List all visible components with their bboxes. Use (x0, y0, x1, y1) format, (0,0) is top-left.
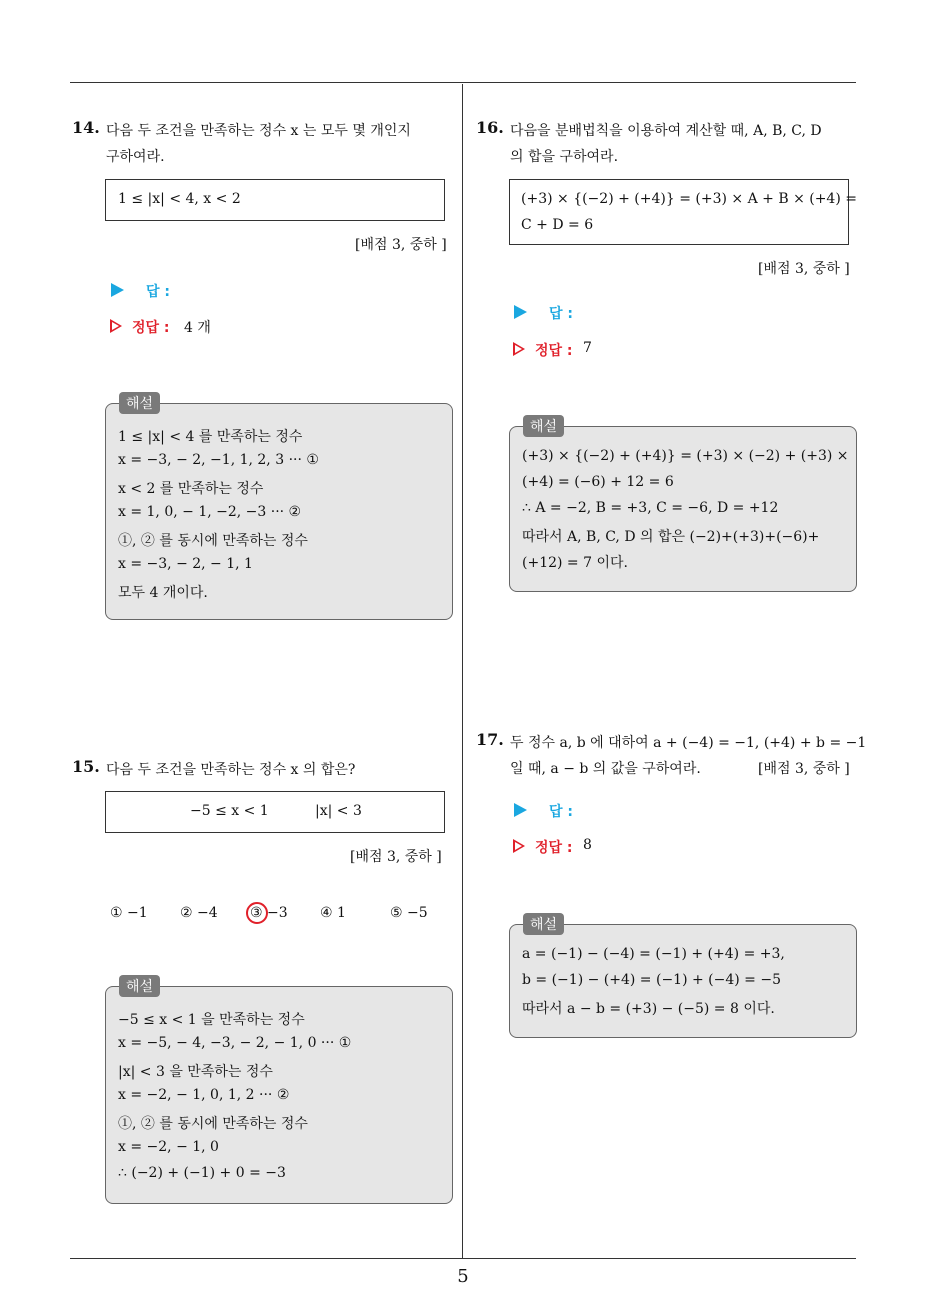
condition-box (509, 179, 849, 245)
question-stem: 다음을 분배법칙을 이용하여 계산할 때, A, B, C, D (510, 123, 822, 139)
condition-text: C + D = 6 (521, 217, 594, 233)
question-number: 15. (72, 757, 100, 776)
correct-label: 정답 : (535, 343, 573, 359)
answer-arrow-icon (514, 305, 527, 319)
explanation-tab: 해설 (523, 913, 564, 935)
score-label: [배점 3, 중하 ] (758, 261, 850, 277)
question-stem: 의 합을 구하여라. (510, 149, 619, 165)
column-divider (462, 84, 463, 1258)
question-number: 16. (476, 118, 504, 137)
condition-text: 1 ≤ |x| < 4, x < 2 (118, 191, 241, 207)
score-label: [배점 3, 중하 ] (350, 849, 442, 865)
question-stem: 일 때, a − b 의 값을 구하여라. (510, 761, 701, 777)
explanation-line: b = (−1) − (+4) = (−1) + (−4) = −5 (522, 972, 781, 988)
explanation-line: −5 ≤ x < 1 을 만족하는 정수 (118, 1012, 305, 1028)
correct-answer: 4 개 (184, 320, 211, 336)
explanation-line: ①, ② 를 동시에 만족하는 정수 (118, 1116, 308, 1132)
explanation-line: x < 2 를 만족하는 정수 (118, 481, 264, 497)
correct-label: 정답 : (132, 320, 170, 336)
explanation-tab: 해설 (523, 415, 564, 437)
correct-label: 정답 : (535, 840, 573, 856)
explanation-line: x = −5, − 4, −3, − 2, − 1, 0 ··· ① (118, 1035, 352, 1051)
explanation-line: ∴ A = −2, B = +3, C = −6, D = +12 (522, 500, 779, 516)
choice-5[interactable]: ⑤ −5 (390, 905, 428, 921)
question-number: 14. (72, 118, 100, 137)
correct-answer: 7 (583, 340, 592, 356)
answer-label: 답 : (146, 284, 170, 300)
question-stem: 두 정수 a, b 에 대하여 a + (−4) = −1, (+4) + b = −1 (510, 735, 867, 751)
answer-label: 답 : (549, 306, 573, 322)
choice-1[interactable]: ① −1 (110, 905, 148, 921)
explanation-line: 따라서 A, B, C, D 의 합은 (−2)+(+3)+(−6)+ (522, 529, 820, 545)
explanation-line: x = 1, 0, − 1, −2, −3 ··· ② (118, 504, 302, 520)
explanation-line: 모두 4 개이다. (118, 585, 208, 601)
correct-arrow-icon (513, 839, 525, 853)
top-rule (70, 82, 856, 83)
answer-label: 답 : (549, 804, 573, 820)
score-label: [배점 3, 중하 ] (355, 237, 447, 253)
explanation-line: ∴ (−2) + (−1) + 0 = −3 (118, 1165, 286, 1181)
question-stem: 구하여라. (106, 149, 165, 165)
condition-box (105, 791, 445, 833)
explanation-line: ①, ② 를 동시에 만족하는 정수 (118, 533, 308, 549)
explanation-line: a = (−1) − (−4) = (−1) + (+4) = +3, (522, 946, 785, 962)
explanation-line: 따라서 a − b = (+3) − (−5) = 8 이다. (522, 1001, 775, 1017)
explanation-tab: 해설 (119, 392, 160, 414)
explanation-line: |x| < 3 을 만족하는 정수 (118, 1064, 273, 1080)
explanation-line: 1 ≤ |x| < 4 를 만족하는 정수 (118, 429, 303, 445)
explanation-tab: 해설 (119, 975, 160, 997)
score-label: [배점 3, 중하 ] (758, 761, 850, 777)
question-stem: 다음 두 조건을 만족하는 정수 x 의 합은? (106, 762, 356, 778)
explanation-line: (+3) × {(−2) + (+4)} = (+3) × (−2) + (+3) × (522, 448, 849, 464)
correct-arrow-icon (513, 342, 525, 356)
page-number: 5 (457, 1266, 469, 1287)
answer-arrow-icon (514, 803, 527, 817)
explanation-line: x = −3, − 2, −1, 1, 2, 3 ··· ① (118, 452, 319, 468)
condition-text: −5 ≤ x < 1 (190, 803, 269, 819)
question-stem: 다음 두 조건을 만족하는 정수 x 는 모두 몇 개인지 (106, 123, 411, 139)
condition-text: |x| < 3 (315, 803, 362, 819)
choice-3[interactable]: ③ −3 (250, 905, 288, 921)
question-number: 17. (476, 730, 504, 749)
choice-2[interactable]: ② −4 (180, 905, 218, 921)
explanation-line: x = −2, − 1, 0, 1, 2 ··· ② (118, 1087, 290, 1103)
correct-arrow-icon (110, 319, 122, 333)
explanation-line: x = −2, − 1, 0 (118, 1139, 219, 1155)
explanation-line: (+4) = (−6) + 12 = 6 (522, 474, 674, 490)
explanation-line: (+12) = 7 이다. (522, 555, 628, 571)
choice-4[interactable]: ④ 1 (320, 905, 346, 921)
bottom-rule (70, 1258, 856, 1259)
explanation-line: x = −3, − 2, − 1, 1 (118, 556, 253, 572)
condition-text: (+3) × {(−2) + (+4)} = (+3) × A + B × (+4) = (521, 191, 857, 207)
correct-answer: 8 (583, 837, 592, 853)
answer-arrow-icon (111, 283, 124, 297)
